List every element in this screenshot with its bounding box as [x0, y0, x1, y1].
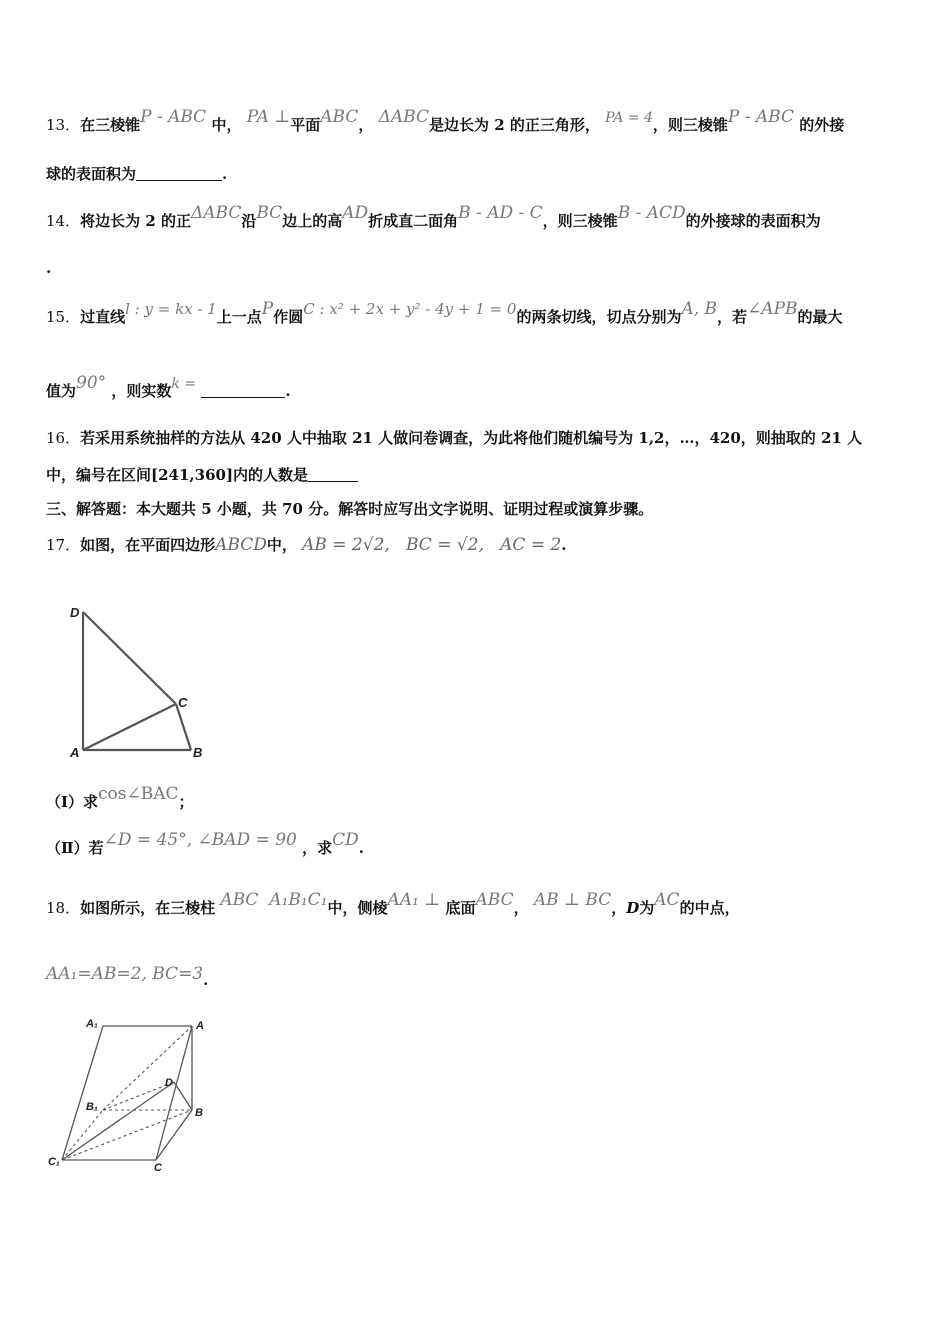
text: ； [178, 793, 194, 811]
math-expr: ∠D = 45°, ∠BAD = 90 [103, 830, 297, 850]
text: . [203, 971, 209, 989]
text: 底面 [445, 899, 476, 917]
math-expr: PA ⊥ [246, 107, 291, 127]
text: 如图所示，在三棱柱 [80, 899, 216, 917]
question-18-line-1 [46, 890, 910, 918]
math-expr: AD [342, 203, 369, 223]
math-expr: ABCD [215, 535, 267, 555]
edge-AC [83, 704, 176, 750]
question-17-line-1 [46, 535, 910, 555]
question-15-line-2 [46, 373, 910, 402]
vertex-label-B: B [195, 1107, 203, 1119]
math-expr: CD [332, 830, 359, 850]
text: ，则三棱锥 [652, 116, 728, 134]
math-expr: BC [256, 203, 283, 223]
edge-C1B [62, 1110, 192, 1160]
text: 折成直二面角 [368, 212, 459, 230]
edge-B1A [103, 1026, 192, 1110]
question-number: 14． [46, 212, 81, 230]
text: ，若 [717, 308, 748, 326]
question-number: 17． [46, 536, 81, 554]
math-expr: P [261, 299, 274, 319]
math-expr: 90° [76, 373, 107, 393]
question-13-line-2 [46, 164, 910, 184]
vertex-label-B: B [193, 745, 203, 760]
text: ，则实数 [111, 382, 172, 400]
question-14-line-1 [46, 203, 910, 231]
math-expr: k = [171, 376, 197, 392]
text: 的最大 [797, 308, 843, 326]
answer-blank [136, 166, 222, 181]
text: 是边长为 2 的正三角形， [428, 116, 600, 134]
question-14-line-2 [46, 258, 910, 278]
vertex-label-D: D [70, 605, 80, 620]
math-expr: cos∠BAC [98, 784, 179, 804]
math-expr: ΔABC [378, 107, 429, 127]
math-expr: PA = 4 [605, 110, 653, 126]
edge-CB [156, 1110, 192, 1160]
edge-DB [174, 1082, 192, 1110]
text: 为 [639, 899, 655, 917]
text: . [561, 536, 567, 554]
text: 的外接 [799, 116, 845, 134]
math-expr: A, B [681, 299, 718, 319]
text: ， [513, 899, 529, 917]
text: 在三棱锥 [80, 116, 141, 134]
vertex-label-C1: C₁ [48, 1156, 60, 1168]
text: 的中点， [679, 899, 740, 917]
text: . [222, 165, 228, 183]
text: （Ⅱ）若 [46, 839, 104, 857]
math-expr: ABC A₁B₁C₁ [220, 890, 328, 910]
question-number: 13． [46, 116, 81, 134]
edge-B1D [103, 1082, 174, 1110]
text: 将边长为 2 的正 [80, 212, 191, 230]
text: ， [358, 116, 374, 134]
text: . [46, 259, 52, 277]
text: . [358, 839, 364, 857]
prism-figure [44, 1012, 224, 1177]
vertex-label-D: D [165, 1077, 173, 1089]
question-16-line-2 [46, 465, 910, 485]
text: 边上的高 [282, 212, 343, 230]
text: 中， [211, 116, 242, 134]
math-expr: C : x² + 2x + y² - 4y + 1 = 0 [303, 300, 517, 318]
question-16-line-1 [46, 428, 910, 448]
text: 值为 [46, 382, 77, 400]
math-expr: ΔABC [190, 203, 242, 223]
math-expr: ABC [475, 890, 514, 910]
math-expr: P - ABC [140, 107, 207, 127]
math-expr: B - ACD [617, 203, 686, 223]
text: 中，编号在区间[241,360]内的人数是 [46, 466, 309, 484]
text: ，则三棱锥 [542, 212, 618, 230]
math-expr: P - ABC [727, 107, 794, 127]
quadrilateral-figure [60, 600, 220, 765]
vertex-label-A: A [70, 745, 80, 760]
text: （Ⅰ）求 [46, 793, 99, 811]
text: 若采用系统抽样的方法从 420 人中抽取 21 人做问卷调查，为此将他们随机编号为 1,2，…，420，则抽取的 21 人 [80, 429, 863, 447]
text: 中， [266, 536, 297, 554]
math-expr: ABC [320, 107, 359, 127]
math-expr: ∠APB [747, 299, 798, 319]
question-17-part-1 [46, 784, 910, 812]
text: ， [611, 899, 627, 917]
vertex-label-A1: A₁ [86, 1018, 98, 1030]
question-15-line-1 [46, 299, 910, 327]
text: 作圆 [273, 308, 304, 326]
section-3-heading [46, 499, 910, 519]
edge-CB [176, 704, 191, 750]
question-13-line-1 [46, 107, 910, 136]
text: 如图，在平面四边形 [80, 536, 216, 554]
math-expr: l : y = kx - 1 [125, 300, 217, 318]
text: . [285, 382, 291, 400]
vertex-label-C: C [154, 1162, 162, 1174]
vertex-label-A: A [196, 1020, 204, 1032]
text: 上一点 [216, 308, 262, 326]
question-17-part-2 [46, 830, 910, 858]
math-expr: D [626, 899, 640, 917]
math-expr: AC [654, 890, 680, 910]
edge-AC [156, 1026, 192, 1160]
math-expr: AA₁ ⊥ [387, 890, 441, 910]
question-number: 15． [46, 308, 81, 326]
text: 平面 [290, 116, 321, 134]
text: ，求 [302, 839, 333, 857]
text: 沿 [241, 212, 257, 230]
text: 的外接球的表面积为 [685, 212, 821, 230]
edge-C1D [62, 1082, 174, 1160]
math-expr: AA₁=AB=2, BC=3 [46, 964, 204, 984]
answer-blank [201, 383, 285, 398]
text: 的两条切线，切点分别为 [516, 308, 682, 326]
question-number: 16． [46, 429, 81, 447]
text: 球的表面积为 [46, 165, 137, 183]
question-number: 18． [46, 899, 81, 917]
vertex-label-B1: B₁ [86, 1101, 98, 1113]
edge-A1C1 [62, 1026, 103, 1160]
text: 中，侧棱 [327, 899, 388, 917]
question-18-line-2 [46, 964, 910, 990]
math-expr: AB ⊥ BC [533, 890, 612, 910]
section-title: 三、解答题：本大题共 5 小题，共 70 分。解答时应写出文字说明、证明过程或演算步骤。 [46, 500, 654, 518]
edge-DC [83, 612, 176, 704]
vertex-label-C: C [178, 695, 188, 710]
text: 过直线 [80, 308, 126, 326]
math-expr: AB = 2√2, BC = √2, AC = 2 [302, 535, 562, 555]
answer-blank [308, 467, 358, 482]
math-expr: B - AD - C [458, 203, 543, 223]
